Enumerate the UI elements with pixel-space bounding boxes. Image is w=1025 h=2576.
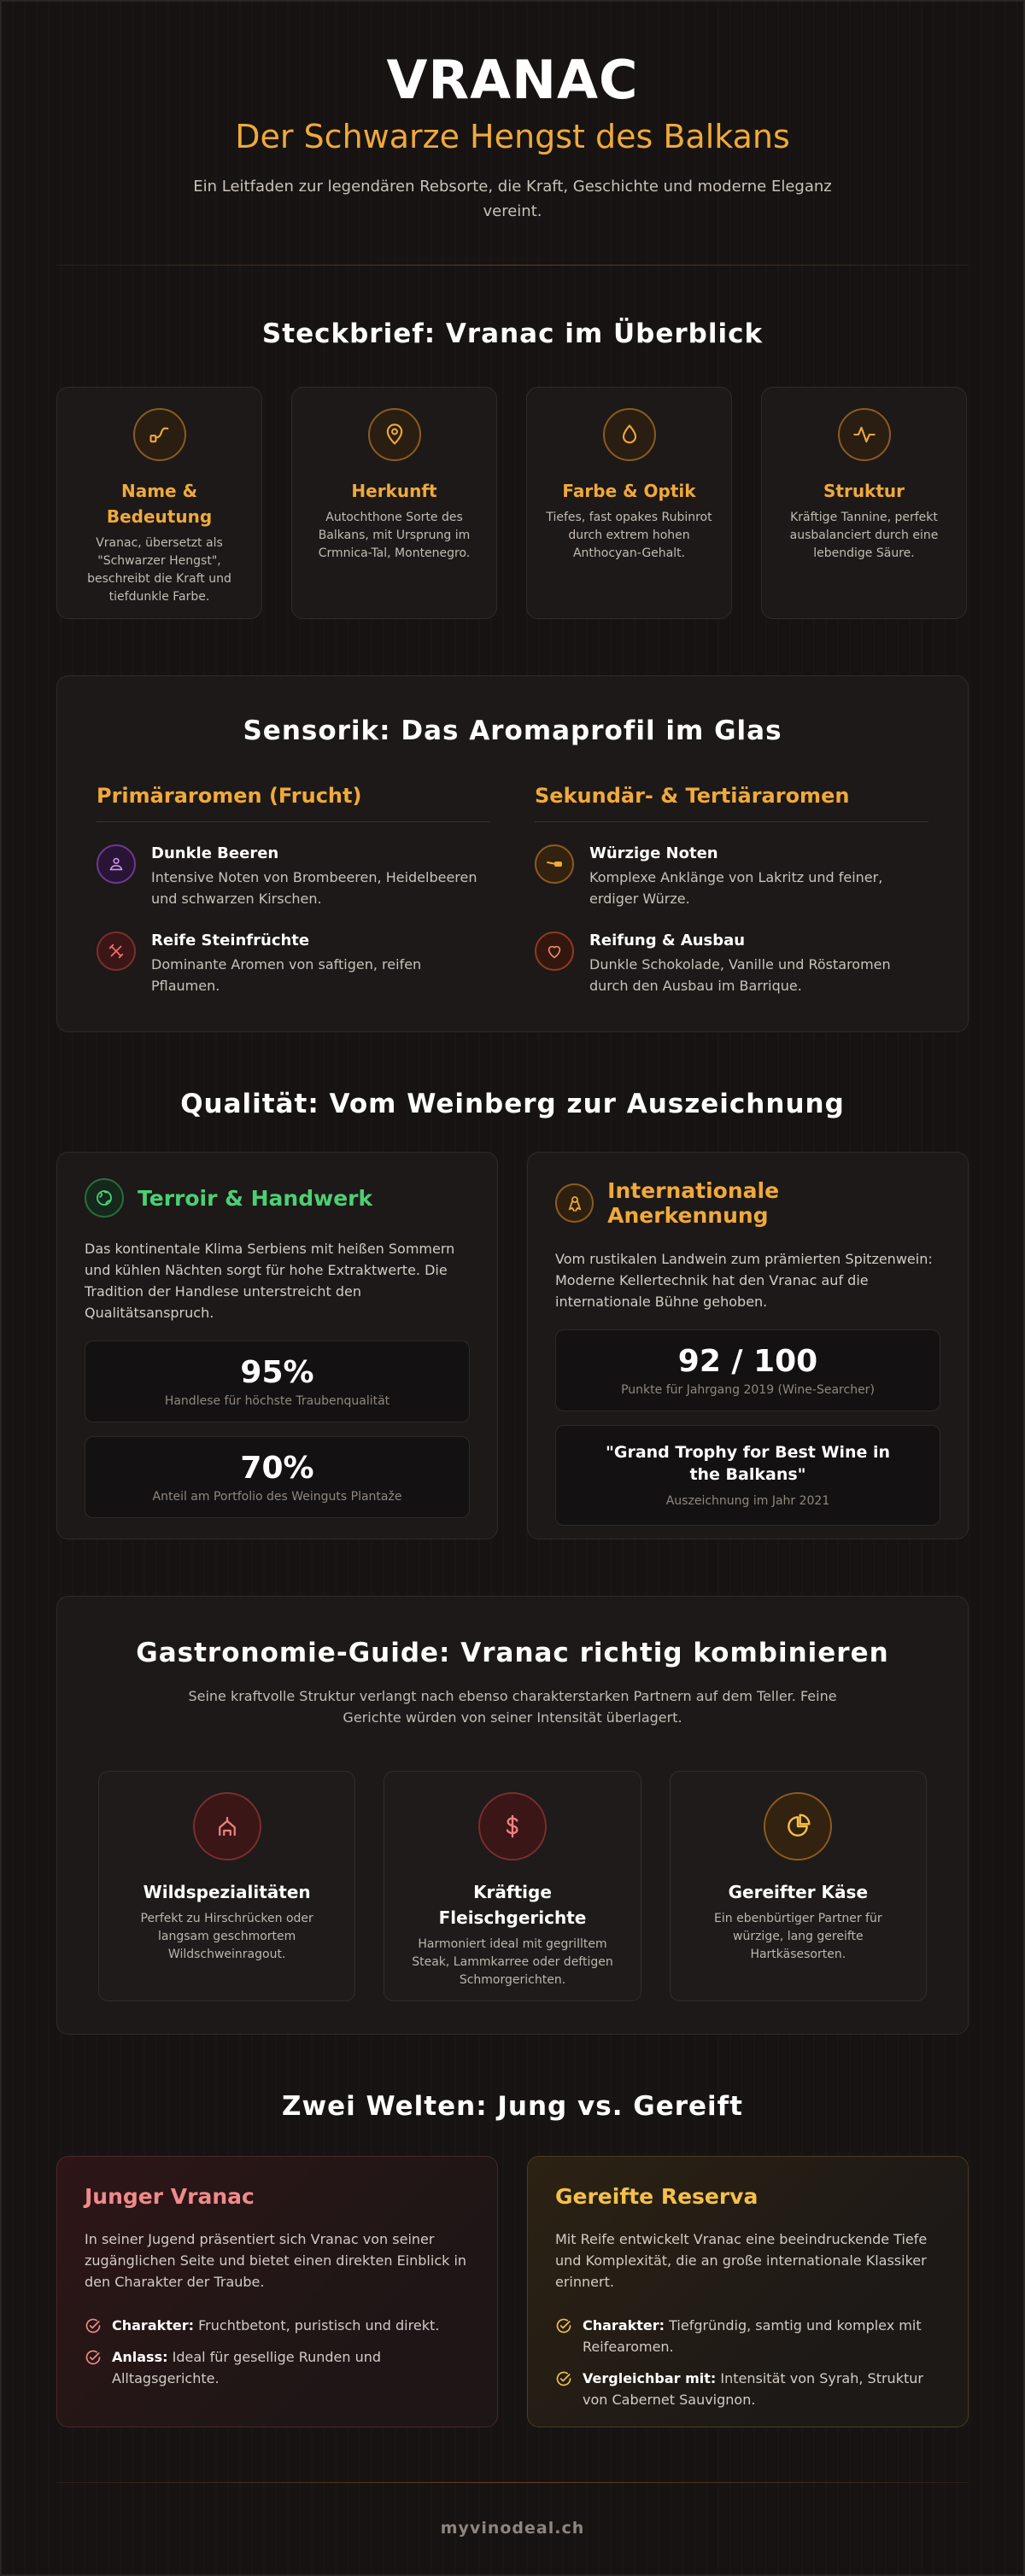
fact-card-struktur	[761, 387, 967, 619]
pairing-text: Ein ebenbürtiger Partner für würzige, lang gereifte Hartkäsesorten.	[714, 1912, 882, 1961]
heart-icon	[535, 932, 574, 971]
page-title: VRANAC	[386, 49, 639, 111]
award-icon	[555, 1183, 594, 1223]
globe-icon	[85, 1178, 124, 1218]
stat-label: Handlese für höchste Traubenqualität	[164, 1394, 390, 1408]
pairing-title: Kräftige Fleischgerichte	[438, 1882, 587, 1928]
divider	[56, 2482, 969, 2483]
sensorik-section	[56, 675, 969, 1032]
terroir-text: Das kontinentale Klima Serbiens mit heißen Sommern und kühlen Nächten sorgt für hohe Extraktwerte. Die Tradition der Handlese unterstreicht den Qualitätsanspruch.	[85, 1241, 455, 1321]
pulse-icon	[838, 408, 891, 461]
primary-aromas-title: Primäraromen (Frucht)	[97, 782, 490, 822]
anerkennung-title: Internationale Anerkennung	[607, 1178, 780, 1228]
fact-title: Struktur	[823, 481, 905, 501]
stat-value: 95%	[240, 1355, 314, 1390]
footer-brand[interactable]: myvinodeal.ch	[440, 2519, 585, 2538]
spice-icon	[535, 844, 574, 884]
check-circle-icon	[555, 2370, 572, 2387]
secondary-aromas	[535, 782, 928, 996]
stat-value: 70%	[240, 1451, 314, 1486]
jung-title: Junger Vranac	[85, 2184, 255, 2209]
stat-box	[85, 1436, 470, 1518]
reif-title: Gereifte Reserva	[555, 2184, 758, 2209]
sensorik-title: Sensorik: Das Aromaprofil im Glas	[243, 716, 782, 746]
fact-text: Autochthone Sorte des Balkans, mit Ursprung im Crmnica-Tal, Montenegro.	[318, 511, 471, 560]
check-circle-icon	[555, 2317, 572, 2334]
aroma-text: Intensive Noten von Brombeeren, Heidelbeeren und schwarzen Kirschen.	[151, 869, 477, 907]
feature-item	[85, 2346, 470, 2389]
welten-title: Zwei Welten: Jung vs. Gereift	[281, 2091, 743, 2122]
fact-card-name	[56, 387, 262, 619]
gastro-title: Gastronomie-Guide: Vranac richtig kombinieren	[136, 1638, 889, 1668]
primary-aromas	[97, 782, 490, 996]
fact-text: Tiefes, fast opakes Rubinrot durch extrem hohen Anthocyan-Gehalt.	[546, 511, 712, 560]
reif-text: Mit Reife entwickelt Vranac eine beeindruckende Tiefe und Komplexität, die an große internationale Klassiker erinnert.	[555, 2231, 928, 2290]
stat-box	[85, 1341, 470, 1422]
fact-text: Kräftige Tannine, perfekt ausbalanciert durch eine lebendige Säure.	[789, 511, 939, 560]
pairing-card-kaese	[670, 1771, 927, 2001]
pairing-card-fleisch	[384, 1771, 641, 2001]
secondary-aromas-title: Sekundär- & Tertiäraromen	[535, 782, 928, 822]
feature-label: Charakter:	[112, 2317, 195, 2334]
aroma-item	[97, 930, 490, 996]
pairing-text: Harmoniert ideal mit gegrilltem Steak, Lammkarree oder deftigen Schmorgerichten.	[412, 1937, 613, 1987]
check-circle-icon	[85, 2317, 102, 2334]
horse-icon	[133, 408, 186, 461]
terroir-title: Terroir & Handwerk	[138, 1185, 373, 1211]
pairing-card-wild	[98, 1771, 355, 2001]
award-value: "Grand Trophy for Best Wine in the Balkans"	[605, 1443, 891, 1484]
divider	[56, 265, 969, 266]
steckbrief-section	[56, 317, 969, 619]
page-subtitle: Der Schwarze Hengst des Balkans	[235, 118, 790, 155]
aroma-title: Reife Steinfrüchte	[151, 932, 310, 949]
score-value: 92 / 100	[677, 1344, 818, 1379]
score-box	[555, 1329, 940, 1411]
welten-section	[56, 2089, 969, 2427]
gastro-section	[56, 1596, 969, 2035]
feature-item	[555, 2368, 940, 2410]
aroma-item	[97, 843, 490, 909]
page-header	[56, 0, 969, 224]
qualitaet-title: Qualität: Vom Weinberg zur Auszeichnung	[180, 1089, 845, 1119]
stone-fruit-icon	[97, 932, 136, 971]
check-circle-icon	[85, 2349, 102, 2366]
anerkennung-card	[527, 1152, 969, 1539]
stat-label: Anteil am Portfolio des Weinguts Plantaže	[152, 1490, 402, 1504]
pairing-title: Gereifter Käse	[728, 1882, 869, 1902]
feature-label: Charakter:	[583, 2317, 665, 2334]
award-box	[555, 1425, 940, 1526]
map-pin-icon	[368, 408, 421, 461]
feature-text: Fruchtbetont, puristisch und direkt.	[198, 2317, 440, 2334]
aroma-item	[535, 843, 928, 909]
jung-card	[56, 2156, 498, 2427]
fact-card-farbe	[526, 387, 732, 619]
aroma-text: Komplexe Anklänge von Lakritz und feiner, erdiger Würze.	[589, 869, 883, 907]
terroir-card	[56, 1152, 498, 1539]
award-label: Auszeichnung im Jahr 2021	[665, 1494, 830, 1508]
aroma-title: Reifung & Ausbau	[589, 932, 746, 949]
steckbrief-title: Steckbrief: Vranac im Überblick	[261, 318, 764, 349]
berries-icon	[97, 844, 136, 884]
page-content	[56, 0, 969, 2538]
pairing-title: Wildspezialitäten	[143, 1882, 311, 1902]
game-icon	[193, 1792, 261, 1860]
aroma-title: Dunkle Beeren	[151, 844, 279, 862]
reif-card	[527, 2156, 969, 2427]
fact-title: Farbe & Optik	[562, 481, 696, 501]
jung-text: In seiner Jugend präsentiert sich Vranac von seiner zugänglichen Seite und bietet einen direkten Einblick in den Charakter der Traube.	[85, 2231, 467, 2290]
page-intro: Ein Leitfaden zur legendären Rebsorte, die Kraft, Geschichte und moderne Eleganz vereint.	[193, 178, 832, 220]
gastro-lead: Seine kraftvolle Struktur verlangt nach ebenso charakterstarken Partnern auf dem Teller. Feine Gerichte würden von seiner Intensität überlagert.	[188, 1688, 837, 1726]
aroma-text: Dunkle Schokolade, Vanille und Röstaromen durch den Ausbau im Barrique.	[589, 956, 891, 994]
anerkennung-text: Vom rustikalen Landwein zum prämierten Spitzenwein: Moderne Kellertechnik hat den Vranac auf die internationale Bühne gehoben.	[555, 1251, 933, 1310]
aroma-item	[535, 930, 928, 996]
aroma-title: Würzige Noten	[589, 844, 718, 862]
feature-label: Vergleichbar mit:	[583, 2370, 717, 2386]
feature-text: Ideal für gesellige Runden und Alltagsgerichte.	[112, 2349, 382, 2386]
fact-title: Herkunft	[351, 481, 437, 501]
feature-item	[85, 2315, 470, 2336]
feature-text: Intensität von Syrah, Struktur von Cabernet Sauvignon.	[583, 2370, 923, 2408]
fact-card-herkunft	[291, 387, 497, 619]
fact-text: Vranac, übersetzt als "Schwarzer Hengst", beschreibt die Kraft und tiefdunkle Farbe.	[87, 536, 231, 604]
feature-text: Tiefgründig, samtig und komplex mit Reifearomen.	[583, 2317, 922, 2355]
fact-title: Name & Bedeutung	[106, 481, 213, 527]
droplet-icon	[603, 408, 656, 461]
feature-item	[555, 2315, 940, 2357]
aroma-text: Dominante Aromen von saftigen, reifen Pflaumen.	[151, 956, 422, 994]
qualitaet-section	[56, 1087, 969, 1539]
pie-chart-icon	[764, 1792, 832, 1860]
pairing-text: Perfekt zu Hirschrücken oder langsam geschmortem Wildschweinragout.	[140, 1912, 313, 1961]
dollar-icon	[478, 1792, 547, 1860]
score-label: Punkte für Jahrgang 2019 (Wine-Searcher)	[621, 1383, 875, 1397]
feature-label: Anlass:	[112, 2349, 168, 2365]
